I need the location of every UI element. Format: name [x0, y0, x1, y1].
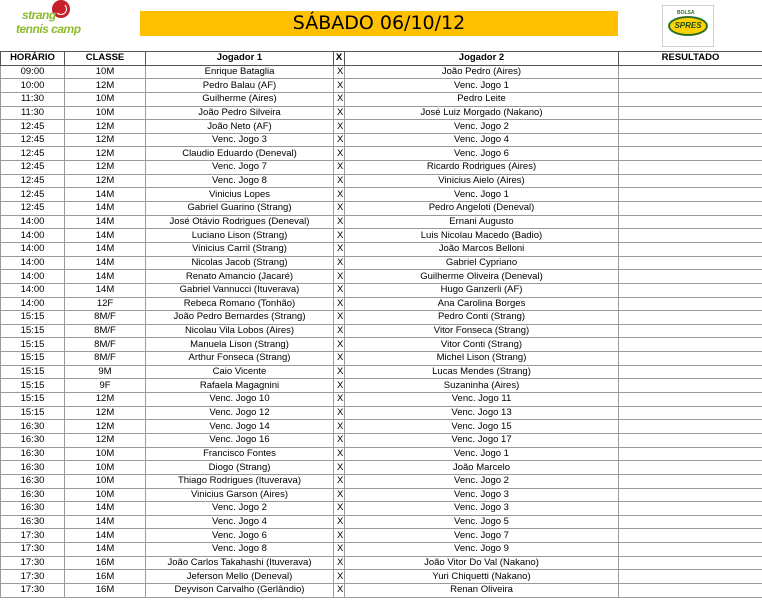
- cell-horario: 16:30: [1, 461, 65, 475]
- cell-jogador1: Nicolas Jacob (Strang): [146, 256, 334, 270]
- cell-versus: X: [334, 365, 345, 379]
- cell-classe: 12M: [65, 133, 146, 147]
- table-row: [1, 365, 762, 379]
- cell-versus: X: [334, 379, 345, 393]
- cell-classe: 16M: [65, 570, 146, 584]
- cell-classe: 16M: [65, 556, 146, 570]
- cell-versus: X: [334, 393, 345, 407]
- cell-jogador2: Pedro Leite: [345, 92, 619, 106]
- cell-resultado: [619, 79, 762, 93]
- table-row: [1, 174, 762, 188]
- cell-classe: 12M: [65, 433, 146, 447]
- cell-jogador2: Pedro Angeloti (Deneval): [345, 202, 619, 216]
- cell-jogador2: José Luiz Morgado (Nakano): [345, 106, 619, 120]
- cell-resultado: [619, 188, 762, 202]
- cell-jogador1: Deyvison Carvalho (Gerlândio): [146, 583, 334, 597]
- cell-versus: X: [334, 79, 345, 93]
- cell-resultado: [619, 324, 762, 338]
- cell-resultado: [619, 174, 762, 188]
- cell-horario: 15:15: [1, 338, 65, 352]
- cell-versus: X: [334, 420, 345, 434]
- table-row: [1, 433, 762, 447]
- cell-jogador2: João Vitor Do Val (Nakano): [345, 556, 619, 570]
- cell-jogador2: Renan Oliveira: [345, 583, 619, 597]
- cell-classe: 14M: [65, 188, 146, 202]
- cell-resultado: [619, 583, 762, 597]
- table-row: [1, 379, 762, 393]
- cell-classe: 8M/F: [65, 338, 146, 352]
- cell-versus: X: [334, 242, 345, 256]
- cell-jogador2: Venc. Jogo 2: [345, 120, 619, 134]
- table-row: [1, 242, 762, 256]
- cell-jogador2: João Marcos Belloni: [345, 242, 619, 256]
- cell-jogador2: João Marcelo: [345, 461, 619, 475]
- cell-versus: X: [334, 147, 345, 161]
- cell-horario: 11:30: [1, 92, 65, 106]
- cell-jogador1: Diogo (Strang): [146, 461, 334, 475]
- cell-resultado: [619, 352, 762, 366]
- header-row: [1, 52, 762, 66]
- schedule-table: [0, 51, 762, 598]
- cell-jogador1: Venc. Jogo 2: [146, 502, 334, 516]
- cell-classe: 12F: [65, 297, 146, 311]
- table-row: [1, 229, 762, 243]
- cell-horario: 14:00: [1, 215, 65, 229]
- cell-jogador1: João Carlos Takahashi (Ituverava): [146, 556, 334, 570]
- cell-jogador1: Venc. Jogo 14: [146, 420, 334, 434]
- cell-jogador1: Caio Vicente: [146, 365, 334, 379]
- table-row: [1, 147, 762, 161]
- cell-resultado: [619, 256, 762, 270]
- cell-horario: 16:30: [1, 515, 65, 529]
- cell-versus: X: [334, 161, 345, 175]
- table-row: [1, 297, 762, 311]
- table-row: [1, 202, 762, 216]
- cell-horario: 17:30: [1, 543, 65, 557]
- cell-versus: X: [334, 529, 345, 543]
- cell-jogador2: Venc. Jogo 1: [345, 447, 619, 461]
- table-row: [1, 570, 762, 584]
- cell-resultado: [619, 202, 762, 216]
- cell-jogador2: Venc. Jogo 2: [345, 474, 619, 488]
- cell-horario: 15:15: [1, 406, 65, 420]
- cell-resultado: [619, 283, 762, 297]
- cell-horario: 16:30: [1, 474, 65, 488]
- cell-classe: 12M: [65, 161, 146, 175]
- cell-horario: 15:15: [1, 352, 65, 366]
- cell-resultado: [619, 106, 762, 120]
- cell-horario: 14:00: [1, 283, 65, 297]
- cell-resultado: [619, 242, 762, 256]
- cell-classe: 12M: [65, 406, 146, 420]
- cell-jogador1: Venc. Jogo 8: [146, 543, 334, 557]
- cell-versus: X: [334, 229, 345, 243]
- cell-horario: 12:45: [1, 174, 65, 188]
- cell-classe: 12M: [65, 174, 146, 188]
- cell-versus: X: [334, 556, 345, 570]
- cell-resultado: [619, 474, 762, 488]
- table-row: [1, 488, 762, 502]
- cell-classe: 14M: [65, 502, 146, 516]
- cell-versus: X: [334, 583, 345, 597]
- cell-horario: 16:30: [1, 420, 65, 434]
- cell-classe: 9F: [65, 379, 146, 393]
- cell-jogador2: Venc. Jogo 9: [345, 543, 619, 557]
- cell-jogador1: Nicolau Vila Lobos (Aires): [146, 324, 334, 338]
- cell-horario: 11:30: [1, 106, 65, 120]
- cell-resultado: [619, 297, 762, 311]
- table-row: [1, 311, 762, 325]
- sponsor-badge: SPRES: [668, 16, 708, 36]
- cell-jogador2: Michel Lison (Strang): [345, 352, 619, 366]
- cell-jogador1: Claudio Eduardo (Deneval): [146, 147, 334, 161]
- table-row: [1, 338, 762, 352]
- cell-jogador1: Venc. Jogo 8: [146, 174, 334, 188]
- cell-jogador1: João Neto (AF): [146, 120, 334, 134]
- cell-horario: 16:30: [1, 488, 65, 502]
- cell-horario: 15:15: [1, 393, 65, 407]
- cell-classe: 14M: [65, 202, 146, 216]
- cell-classe: 14M: [65, 283, 146, 297]
- cell-versus: X: [334, 502, 345, 516]
- cell-jogador2: Vitor Fonseca (Strang): [345, 324, 619, 338]
- cell-horario: 15:15: [1, 379, 65, 393]
- cell-jogador2: Hugo Ganzerli (AF): [345, 283, 619, 297]
- table-row: [1, 79, 762, 93]
- cell-resultado: [619, 161, 762, 175]
- cell-jogador1: José Otávio Rodrigues (Deneval): [146, 215, 334, 229]
- cell-resultado: [619, 570, 762, 584]
- cell-classe: 14M: [65, 515, 146, 529]
- table-row: [1, 283, 762, 297]
- cell-resultado: [619, 529, 762, 543]
- cell-versus: X: [334, 283, 345, 297]
- cell-horario: 17:30: [1, 529, 65, 543]
- cell-versus: X: [334, 461, 345, 475]
- cell-jogador1: Francisco Fontes: [146, 447, 334, 461]
- cell-resultado: [619, 420, 762, 434]
- cell-horario: 17:30: [1, 556, 65, 570]
- cell-resultado: [619, 92, 762, 106]
- col-header-horario: HORÁRIO: [1, 52, 65, 66]
- cell-jogador2: Vinicius Aielo (Aires): [345, 174, 619, 188]
- cell-jogador1: Venc. Jogo 4: [146, 515, 334, 529]
- sponsor-logo: [662, 5, 714, 47]
- table-row: [1, 65, 762, 79]
- cell-horario: 14:00: [1, 242, 65, 256]
- cell-jogador1: Venc. Jogo 3: [146, 133, 334, 147]
- cell-horario: 14:00: [1, 229, 65, 243]
- cell-versus: X: [334, 433, 345, 447]
- cell-classe: 8M/F: [65, 311, 146, 325]
- cell-classe: 10M: [65, 106, 146, 120]
- cell-jogador1: João Pedro Bernardes (Strang): [146, 311, 334, 325]
- cell-jogador1: João Pedro Silveira: [146, 106, 334, 120]
- cell-horario: 12:45: [1, 133, 65, 147]
- cell-jogador2: Venc. Jogo 5: [345, 515, 619, 529]
- cell-horario: 16:30: [1, 433, 65, 447]
- cell-horario: 17:30: [1, 583, 65, 597]
- cell-jogador2: Venc. Jogo 7: [345, 529, 619, 543]
- table-row: [1, 515, 762, 529]
- table-row: [1, 324, 762, 338]
- cell-jogador2: Ana Carolina Borges: [345, 297, 619, 311]
- cell-horario: 15:15: [1, 365, 65, 379]
- cell-jogador1: Gabriel Vannucci (Ituverava): [146, 283, 334, 297]
- table-row: [1, 502, 762, 516]
- cell-classe: 14M: [65, 270, 146, 284]
- col-header-jogador1: Jogador 1: [146, 52, 334, 66]
- cell-versus: X: [334, 297, 345, 311]
- cell-jogador1: Rafaela Magagnini: [146, 379, 334, 393]
- cell-resultado: [619, 133, 762, 147]
- cell-resultado: [619, 488, 762, 502]
- table-row: [1, 133, 762, 147]
- cell-versus: X: [334, 270, 345, 284]
- col-header-classe: CLASSE: [65, 52, 146, 66]
- cell-jogador2: Venc. Jogo 13: [345, 406, 619, 420]
- cell-classe: 12M: [65, 79, 146, 93]
- cell-classe: 8M/F: [65, 324, 146, 338]
- strang-tennis-camp-logo: [8, 0, 88, 46]
- cell-jogador2: Venc. Jogo 3: [345, 488, 619, 502]
- table-row: [1, 556, 762, 570]
- cell-versus: X: [334, 338, 345, 352]
- table-row: [1, 474, 762, 488]
- table-row: [1, 256, 762, 270]
- page-title: SÁBADO 06/10/12: [140, 11, 618, 36]
- cell-versus: X: [334, 324, 345, 338]
- cell-horario: 10:00: [1, 79, 65, 93]
- sponsor-logo-top-text: BOLSA: [677, 10, 695, 16]
- cell-jogador1: Vinicius Lopes: [146, 188, 334, 202]
- cell-jogador1: Venc. Jogo 6: [146, 529, 334, 543]
- table-row: [1, 420, 762, 434]
- cell-jogador2: Venc. Jogo 1: [345, 79, 619, 93]
- cell-classe: 12M: [65, 393, 146, 407]
- cell-classe: 14M: [65, 543, 146, 557]
- cell-classe: 12M: [65, 147, 146, 161]
- cell-horario: 12:45: [1, 147, 65, 161]
- cell-jogador1: Enrique Bataglia: [146, 65, 334, 79]
- cell-horario: 12:45: [1, 161, 65, 175]
- cell-jogador2: Luis Nicolau Macedo (Badio): [345, 229, 619, 243]
- cell-resultado: [619, 406, 762, 420]
- cell-jogador2: Guilherme Oliveira (Deneval): [345, 270, 619, 284]
- cell-jogador1: Renato Amancio (Jacaré): [146, 270, 334, 284]
- table-row: [1, 461, 762, 475]
- cell-horario: 12:45: [1, 120, 65, 134]
- cell-horario: 09:00: [1, 65, 65, 79]
- table-row: [1, 161, 762, 175]
- cell-jogador1: Venc. Jogo 10: [146, 393, 334, 407]
- cell-classe: 14M: [65, 529, 146, 543]
- cell-classe: 9M: [65, 365, 146, 379]
- cell-resultado: [619, 311, 762, 325]
- cell-versus: X: [334, 256, 345, 270]
- cell-jogador2: Venc. Jogo 6: [345, 147, 619, 161]
- cell-resultado: [619, 147, 762, 161]
- cell-jogador1: Thiago Rodrigues (Ituverava): [146, 474, 334, 488]
- table-row: [1, 270, 762, 284]
- cell-horario: 16:30: [1, 447, 65, 461]
- cell-horario: 12:45: [1, 202, 65, 216]
- cell-jogador2: Gabriel Cypriano: [345, 256, 619, 270]
- cell-resultado: [619, 65, 762, 79]
- cell-versus: X: [334, 543, 345, 557]
- cell-jogador2: Venc. Jogo 1: [345, 188, 619, 202]
- table-row: [1, 583, 762, 597]
- table-row: [1, 215, 762, 229]
- table-row: [1, 393, 762, 407]
- cell-resultado: [619, 270, 762, 284]
- cell-jogador1: Rebeca Romano (Tonhão): [146, 297, 334, 311]
- cell-classe: 16M: [65, 583, 146, 597]
- table-row: [1, 352, 762, 366]
- cell-jogador1: Manuela Lison (Strang): [146, 338, 334, 352]
- cell-jogador1: Guilherme (Aires): [146, 92, 334, 106]
- cell-horario: 16:30: [1, 502, 65, 516]
- cell-jogador1: Venc. Jogo 16: [146, 433, 334, 447]
- cell-classe: 8M/F: [65, 352, 146, 366]
- cell-resultado: [619, 338, 762, 352]
- cell-versus: X: [334, 570, 345, 584]
- cell-classe: 10M: [65, 65, 146, 79]
- cell-jogador1: Venc. Jogo 12: [146, 406, 334, 420]
- cell-resultado: [619, 215, 762, 229]
- cell-horario: 12:45: [1, 188, 65, 202]
- cell-classe: 10M: [65, 474, 146, 488]
- table-row: [1, 92, 762, 106]
- cell-jogador1: Jeferson Mello (Deneval): [146, 570, 334, 584]
- cell-jogador2: Venc. Jogo 15: [345, 420, 619, 434]
- cell-versus: X: [334, 447, 345, 461]
- cell-versus: X: [334, 65, 345, 79]
- cell-versus: X: [334, 406, 345, 420]
- cell-jogador1: Venc. Jogo 7: [146, 161, 334, 175]
- cell-resultado: [619, 556, 762, 570]
- cell-jogador2: Yuri Chiquetti (Nakano): [345, 570, 619, 584]
- cell-jogador2: Lucas Mendes (Strang): [345, 365, 619, 379]
- table-row: [1, 447, 762, 461]
- cell-jogador1: Luciano Lison (Strang): [146, 229, 334, 243]
- col-header-x: X: [334, 52, 345, 66]
- cell-classe: 10M: [65, 447, 146, 461]
- cell-jogador1: Vinicius Garson (Aires): [146, 488, 334, 502]
- cell-jogador1: Pedro Balau (AF): [146, 79, 334, 93]
- cell-jogador2: Ricardo Rodrigues (Aires): [345, 161, 619, 175]
- cell-jogador2: Pedro Conti (Strang): [345, 311, 619, 325]
- cell-resultado: [619, 461, 762, 475]
- cell-horario: 15:15: [1, 324, 65, 338]
- cell-classe: 10M: [65, 461, 146, 475]
- cell-resultado: [619, 447, 762, 461]
- cell-resultado: [619, 433, 762, 447]
- cell-classe: 14M: [65, 229, 146, 243]
- cell-classe: 10M: [65, 488, 146, 502]
- cell-classe: 12M: [65, 120, 146, 134]
- cell-jogador2: Ernani Augusto: [345, 215, 619, 229]
- cell-classe: 14M: [65, 242, 146, 256]
- cell-versus: X: [334, 474, 345, 488]
- cell-jogador2: Vitor Conti (Strang): [345, 338, 619, 352]
- logo-text-line2: tennis camp: [16, 22, 81, 36]
- cell-horario: 14:00: [1, 256, 65, 270]
- cell-jogador2: João Pedro (Aires): [345, 65, 619, 79]
- cell-resultado: [619, 502, 762, 516]
- cell-jogador2: Venc. Jogo 3: [345, 502, 619, 516]
- cell-resultado: [619, 393, 762, 407]
- cell-versus: X: [334, 174, 345, 188]
- cell-classe: 14M: [65, 215, 146, 229]
- cell-versus: X: [334, 352, 345, 366]
- cell-versus: X: [334, 106, 345, 120]
- cell-jogador2: Venc. Jogo 4: [345, 133, 619, 147]
- cell-horario: 15:15: [1, 311, 65, 325]
- cell-classe: 10M: [65, 92, 146, 106]
- cell-horario: 17:30: [1, 570, 65, 584]
- cell-jogador1: Vinicius Carril (Strang): [146, 242, 334, 256]
- cell-resultado: [619, 365, 762, 379]
- table-row: [1, 543, 762, 557]
- cell-classe: 14M: [65, 256, 146, 270]
- cell-versus: X: [334, 202, 345, 216]
- table-row: [1, 120, 762, 134]
- cell-versus: X: [334, 311, 345, 325]
- cell-versus: X: [334, 92, 345, 106]
- table-row: [1, 106, 762, 120]
- cell-jogador1: Gabriel Guarino (Strang): [146, 202, 334, 216]
- table-row: [1, 188, 762, 202]
- cell-versus: X: [334, 133, 345, 147]
- col-header-resultado: RESULTADO: [619, 52, 762, 66]
- cell-horario: 14:00: [1, 297, 65, 311]
- cell-classe: 12M: [65, 420, 146, 434]
- cell-jogador2: Venc. Jogo 11: [345, 393, 619, 407]
- logo-text-line1: strang: [22, 8, 56, 22]
- cell-jogador2: Venc. Jogo 17: [345, 433, 619, 447]
- cell-resultado: [619, 229, 762, 243]
- cell-jogador1: Arthur Fonseca (Strang): [146, 352, 334, 366]
- cell-resultado: [619, 120, 762, 134]
- cell-resultado: [619, 379, 762, 393]
- cell-horario: 14:00: [1, 270, 65, 284]
- table-row: [1, 529, 762, 543]
- cell-jogador2: Suzaninha (Aires): [345, 379, 619, 393]
- cell-versus: X: [334, 120, 345, 134]
- cell-resultado: [619, 515, 762, 529]
- cell-resultado: [619, 543, 762, 557]
- table-row: [1, 406, 762, 420]
- cell-versus: X: [334, 488, 345, 502]
- cell-versus: X: [334, 215, 345, 229]
- cell-versus: X: [334, 188, 345, 202]
- cell-versus: X: [334, 515, 345, 529]
- col-header-jogador2: Jogador 2: [345, 52, 619, 66]
